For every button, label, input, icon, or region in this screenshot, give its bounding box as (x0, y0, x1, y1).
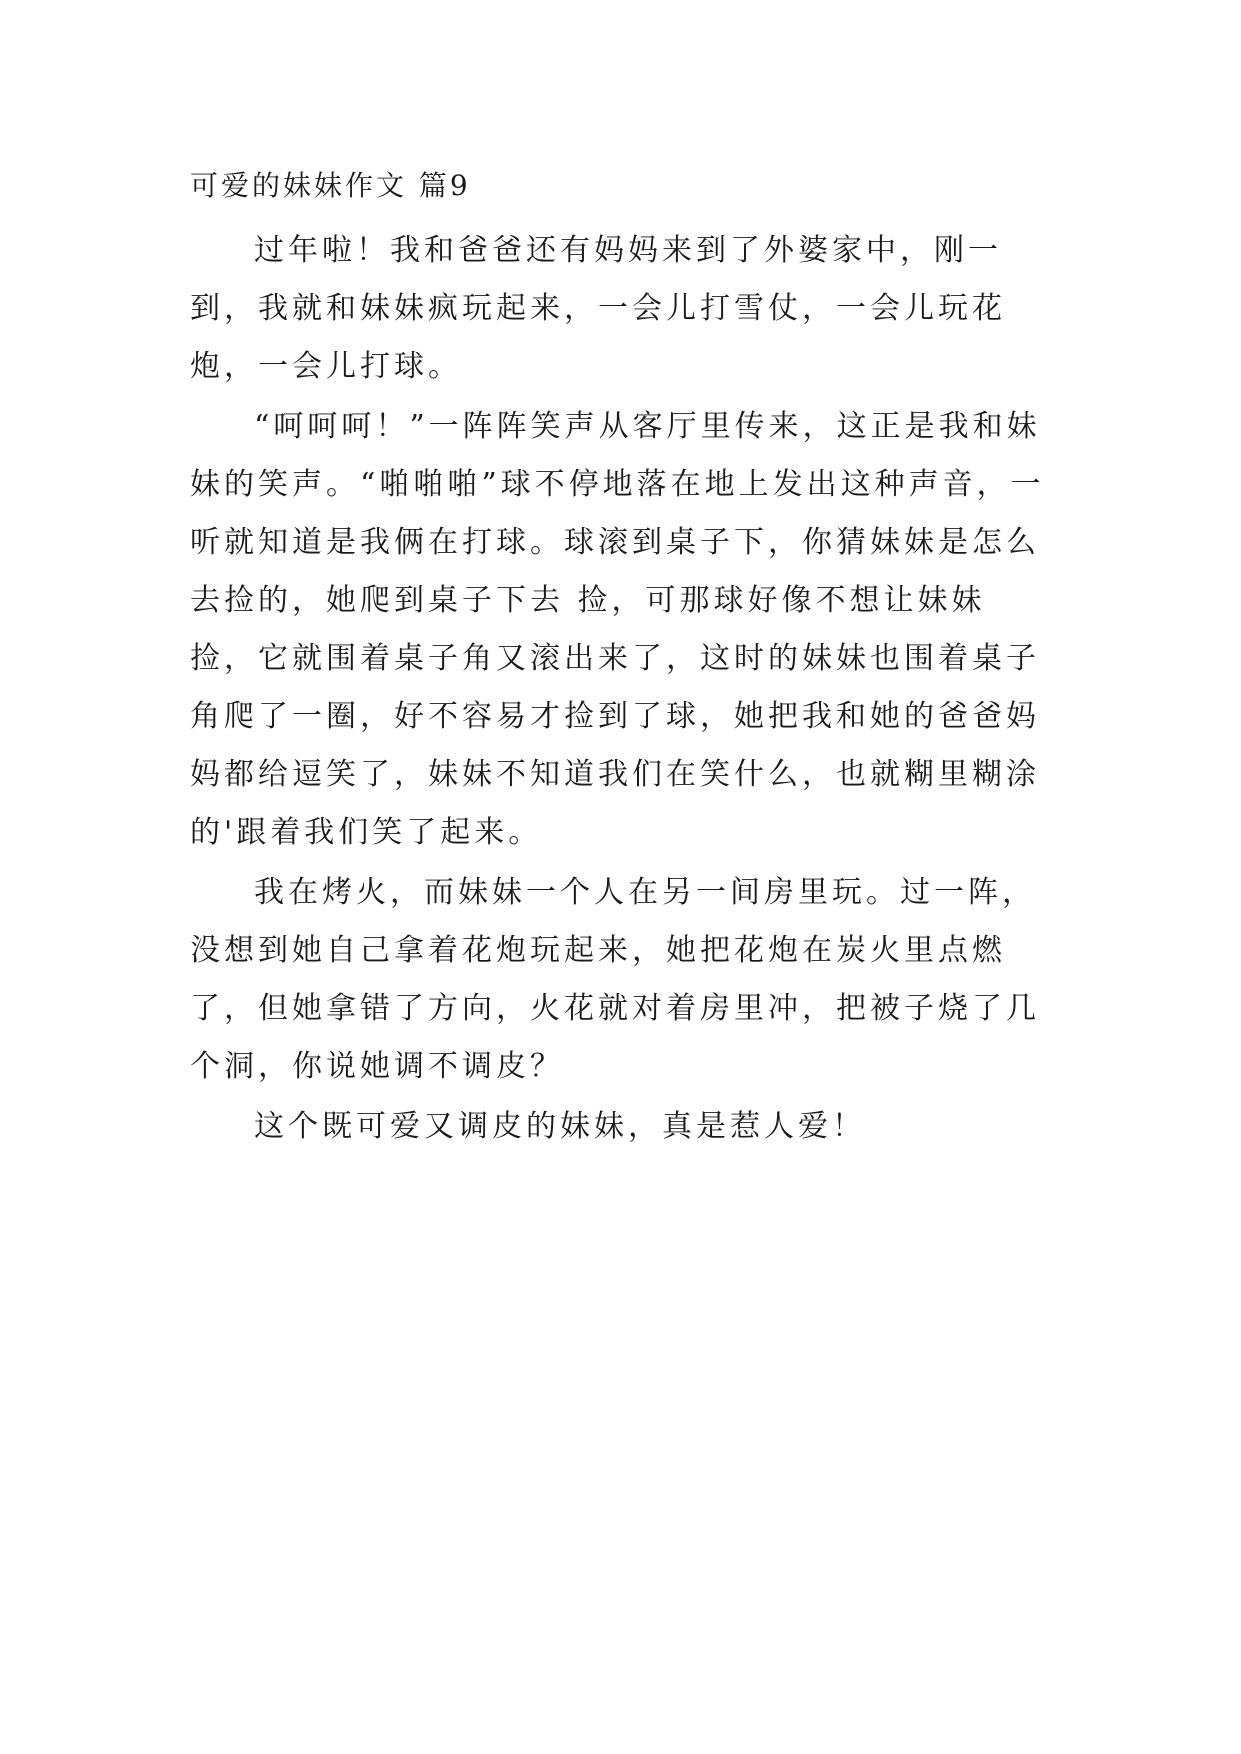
paragraph-2: “呵呵呵！”一阵阵笑声从客厅里传来，这正是我和妹妹的笑声。“啪啪啪”球不停地落在地上发出这种声音，一听就知道是我俩在打球。球滚到桌子下，你猜妹妹是怎么去捡的，她爬到桌子下去 捡，可那球好像不想让妹妹捡，它就围着桌子角又滚出来了，这时的妹妹也围着桌子角爬了一圈，好不容易才捡到了球，她把我和她的爸爸妈妈都给逗笑了，妹妹不知道我们在笑什么，也就糊里糊涂的'跟着我们笑了起来。 (190, 409, 1045, 850)
paragraph-3: 我在烤火，而妹妹一个人在另一间房里玩。过一阵，没想到她自己拿着花炮玩起来，她把花炮在炭火里点燃了，但她拿错了方向，火花就对着房里冲，把被子烧了几个洞，你说她调不调皮？ (190, 875, 1040, 1084)
essay-title: 可爱的妹妹作文 篇9 (190, 169, 471, 202)
document-body (190, 166, 1052, 1158)
paragraph-4: 这个既可爱又调皮的妹妹，真是惹人爱！ (254, 1109, 866, 1144)
paragraph-1: 过年啦！我和爸爸还有妈妈来到了外婆家中，刚一到，我就和妹妹疯玩起来，一会儿打雪仗，一会儿玩花炮，一会儿打球。 (190, 233, 1006, 384)
